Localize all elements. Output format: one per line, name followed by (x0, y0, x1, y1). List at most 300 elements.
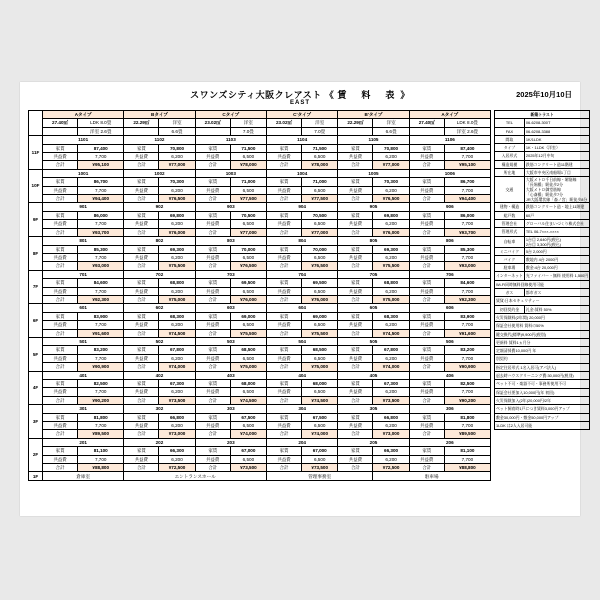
unit-number: 902 (124, 203, 195, 211)
unit-number: 406 (409, 371, 490, 379)
table-row (29, 405, 491, 413)
cell-value: 6,200 (159, 422, 195, 430)
cell-value: 6,500 (230, 455, 266, 463)
row-label-共益費: 共益費 (409, 455, 444, 463)
info-row (495, 228, 590, 236)
unit-number: 1006 (409, 169, 490, 177)
info-note: 敷金30,000円・敷金50,000円アップ (495, 413, 590, 421)
wing-label: EAST (289, 100, 310, 106)
row-label-家賃: 家賃 (338, 312, 373, 320)
table-row (29, 253, 491, 261)
info-row (495, 211, 590, 219)
cell-value: ¥74,000 (302, 430, 338, 438)
cell-value: 6,500 (230, 422, 266, 430)
table-row (29, 262, 491, 270)
cell-value: ¥76,000 (373, 228, 409, 236)
row-label-家賃: 家賃 (338, 211, 373, 219)
table-row (29, 304, 491, 312)
cell-value: 7,700 (444, 287, 490, 295)
cell-value: 6,500 (302, 186, 338, 194)
column-type-4: C'タイプ (266, 111, 337, 119)
info-row (495, 297, 590, 305)
unit-number: 503 (195, 337, 266, 345)
row-label-合計: 合計 (338, 430, 373, 438)
cell-value: ¥73,500 (230, 464, 266, 472)
info-key: ミニバイク (495, 247, 525, 255)
unit-number: 405 (338, 371, 409, 379)
document-date: 2025年10月10日 (516, 90, 572, 99)
cell-value: 6,500 (302, 455, 338, 463)
unit-number: 803 (195, 237, 266, 245)
cell-value: ¥74,000 (230, 430, 266, 438)
table-row (29, 203, 491, 211)
row-label-共益費: 共益費 (124, 153, 159, 161)
ground-floor-cell: 駐車場 (373, 472, 491, 481)
cell-value: ¥73,500 (373, 396, 409, 404)
cell-value: 7,700 (78, 455, 124, 463)
column-type-3: Cタイプ (195, 111, 266, 119)
table-row (29, 396, 491, 404)
unit-number: 404 (266, 371, 337, 379)
row-label-共益費: 共益費 (124, 455, 159, 463)
info-key: 駐車場 (495, 264, 525, 272)
unit-number: 804 (266, 237, 337, 245)
row-label-共益費: 共益費 (409, 186, 444, 194)
info-note: 火災保険加入(2年)20,000円/2年 (495, 396, 590, 404)
info-value: 大阪市中央区南船場1丁目 (524, 169, 589, 177)
row-label-共益費: 共益費 (124, 321, 159, 329)
cell-value: 6,200 (373, 354, 409, 362)
row-label-家賃: 家賃 (266, 413, 301, 421)
row-label-合計: 合計 (266, 161, 301, 169)
info-value: 5台 2,000円 (524, 247, 589, 255)
cell-value: 6,200 (373, 253, 409, 261)
row-label-家賃: 家賃 (195, 413, 230, 421)
info-header-row (495, 111, 590, 119)
cell-value: ¥76,000 (159, 228, 195, 236)
cell-value: 7,700 (444, 220, 490, 228)
column-area-4: 23.02㎡ (266, 119, 301, 127)
cell-value: ¥88,800 (78, 464, 124, 472)
table-row (29, 144, 491, 152)
info-key: インターネット (496, 273, 523, 279)
row-label-家賃: 家賃 (124, 144, 159, 152)
cell-value: 6,500 (302, 321, 338, 329)
cell-value: ¥91,600 (78, 329, 124, 337)
table-row (29, 337, 491, 345)
cell-value: 86,700 (78, 178, 124, 186)
info-key: 所在地 (495, 169, 525, 177)
info-row (495, 413, 590, 421)
cell-value: 6,200 (373, 388, 409, 396)
row-label-共益費: 共益費 (266, 455, 301, 463)
row-label-共益費: 共益費 (409, 153, 444, 161)
row-label-共益費: 共益費 (409, 253, 444, 261)
unit-number: 906 (409, 203, 490, 211)
row-label-共益費: 共益費 (195, 354, 230, 362)
table-row (29, 455, 491, 463)
column-plan1-2: 洋室 (159, 119, 195, 127)
ground-floor-cell: 倉庫室 (43, 472, 124, 481)
column-plan2-6: 洋室 2.6畳 (444, 127, 490, 135)
cell-value: 67,000 (230, 447, 266, 455)
table-row (29, 438, 491, 446)
row-label-家賃: 家賃 (338, 178, 373, 186)
floor-label-9F: 9F (29, 203, 43, 237)
cell-value: 6,500 (302, 354, 338, 362)
info-value: 都市ガス (524, 289, 589, 297)
cell-value: ¥92,300 (78, 295, 124, 303)
cell-value: ¥74,000 (159, 363, 195, 371)
info-row (495, 380, 590, 388)
row-label-合計: 合計 (409, 295, 444, 303)
row-label-合計: 合計 (43, 228, 78, 236)
info-row (495, 330, 590, 338)
cell-value: ¥76,500 (159, 195, 195, 203)
table-row (29, 329, 491, 337)
floor-label-5F: 5F (29, 337, 43, 371)
unit-number: 903 (195, 203, 266, 211)
column-area-3: 23.02㎡ (195, 119, 230, 127)
cell-value: 6,200 (159, 321, 195, 329)
cell-value: 6,500 (230, 153, 266, 161)
cell-value: ¥95,100 (78, 161, 124, 169)
row-label-合計: 合計 (409, 195, 444, 203)
info-note: Wi-Fi同時無料回線使用可能 (495, 280, 590, 288)
row-label-合計: 合計 (338, 195, 373, 203)
row-label-家賃: 家賃 (43, 279, 78, 287)
info-row (495, 160, 590, 168)
column-plan2-3: 7.0畳 (230, 127, 266, 135)
info-value: 光ファイバー・無料 使用料 1,500円 (525, 273, 589, 279)
cell-value: ¥90,200 (78, 396, 124, 404)
row-label-共益費: 共益費 (43, 388, 78, 396)
column-plan1-3: 洋室 (230, 119, 266, 127)
table-row (29, 279, 491, 287)
row-label-共益費: 共益費 (195, 287, 230, 295)
row-label-家賃: 家賃 (195, 312, 230, 320)
row-label-家賃: 家賃 (124, 211, 159, 219)
cell-value: 6,200 (373, 321, 409, 329)
row-label-合計: 合計 (43, 363, 78, 371)
row-label-家賃: 家賃 (409, 380, 444, 388)
cell-value: ¥90,900 (78, 363, 124, 371)
cell-value: 81,100 (444, 447, 490, 455)
rent-table (28, 110, 491, 481)
cell-value: 6,200 (159, 388, 195, 396)
row-label-家賃: 家賃 (409, 447, 444, 455)
floor-label-4F: 4F (29, 371, 43, 405)
table-header-plan (29, 127, 491, 135)
row-label-共益費: 共益費 (195, 422, 230, 430)
info-note: 定額清掃費10,000円 年 (495, 347, 590, 355)
row-label-共益費: 共益費 (409, 321, 444, 329)
row-label-共益費: 共益費 (266, 354, 301, 362)
row-label-共益費: 共益費 (338, 455, 373, 463)
table-row (29, 178, 491, 186)
unit-number: 1103 (195, 136, 266, 144)
row-label-共益費: 共益費 (195, 321, 230, 329)
cell-value: ¥89,500 (78, 430, 124, 438)
unit-number: 705 (338, 270, 409, 278)
row-label-合計: 合計 (124, 262, 159, 270)
row-label-共益費: 共益費 (338, 287, 373, 295)
cell-value: ¥77,000 (159, 161, 195, 169)
cell-value: 67,800 (159, 346, 195, 354)
column-spacer-3 (195, 127, 230, 135)
row-label-合計: 合計 (195, 464, 230, 472)
cell-value: 6,200 (159, 153, 195, 161)
cell-value: 87,400 (444, 144, 490, 152)
cell-value: 7,700 (444, 153, 490, 161)
cell-value: 6,200 (373, 186, 409, 194)
table-row (29, 295, 491, 303)
cell-value: ¥74,000 (373, 363, 409, 371)
unit-number: 605 (338, 304, 409, 312)
cell-value: ¥93,000 (444, 262, 490, 270)
cell-value: 70,800 (373, 144, 409, 152)
row-label-家賃: 家賃 (266, 312, 301, 320)
table-row (29, 354, 491, 362)
unit-number: 403 (195, 371, 266, 379)
row-label-共益費: 共益費 (338, 354, 373, 362)
unit-number: 806 (409, 237, 490, 245)
cell-value: 6,200 (159, 220, 195, 228)
cell-value: 67,500 (302, 413, 338, 421)
column-plan2-2: 6.6畳 (159, 127, 195, 135)
row-label-共益費: 共益費 (124, 253, 159, 261)
unit-number: 1104 (266, 136, 337, 144)
row-label-共益費: 共益費 (43, 321, 78, 329)
row-label-共益費: 共益費 (409, 287, 444, 295)
row-label-合計: 合計 (43, 329, 78, 337)
row-label-共益費: 共益費 (195, 186, 230, 194)
row-label-共益費: 共益費 (195, 153, 230, 161)
row-label-共益費: 共益費 (338, 321, 373, 329)
cell-value: ¥75,000 (302, 363, 338, 371)
row-label-家賃: 家賃 (409, 312, 444, 320)
row-label-合計: 合計 (338, 329, 373, 337)
cell-value: ¥90,900 (444, 363, 490, 371)
info-row (495, 372, 590, 380)
unit-number: 306 (409, 405, 490, 413)
cell-value: 6,200 (373, 455, 409, 463)
unit-number: 1003 (195, 169, 266, 177)
row-label-共益費: 共益費 (266, 186, 301, 194)
row-label-共益費: 共益費 (266, 388, 301, 396)
cell-value: 6,200 (159, 253, 195, 261)
cell-value: 7,700 (78, 354, 124, 362)
cell-value: 7,700 (444, 253, 490, 261)
row-label-家賃: 家賃 (195, 279, 230, 287)
row-label-家賃: 家賃 (124, 346, 159, 354)
row-label-合計: 合計 (43, 161, 78, 169)
info-value: 敷地内 4台 2000円 (524, 255, 589, 263)
info-value: 06-6208-300T (524, 119, 589, 127)
cell-value: 70,000 (302, 245, 338, 253)
row-label-家賃: 家賃 (124, 312, 159, 320)
info-key: 管理会社 (495, 219, 525, 227)
info-row (495, 305, 590, 313)
row-label-合計: 合計 (195, 228, 230, 236)
row-label-合計: 合計 (43, 195, 78, 203)
row-label-家賃: 家賃 (43, 312, 78, 320)
row-label-合計: 合計 (43, 262, 78, 270)
cell-value: ¥76,500 (373, 195, 409, 203)
row-label-家賃: 家賃 (124, 178, 159, 186)
cell-value: 85,300 (444, 245, 490, 253)
row-label-共益費: 共益費 (266, 220, 301, 228)
info-row (495, 236, 590, 247)
row-label-共益費: 共益費 (43, 354, 78, 362)
column-type-5: B'タイプ (338, 111, 409, 119)
cell-value: 71,500 (302, 144, 338, 152)
row-label-家賃: 家賃 (43, 447, 78, 455)
cell-value: 66,800 (373, 413, 409, 421)
cell-value: 66,800 (159, 413, 195, 421)
table-header-area (29, 119, 491, 127)
floor-label-3F: 3F (29, 405, 43, 439)
cell-value: 67,300 (373, 380, 409, 388)
table-row (29, 346, 491, 354)
table-row (29, 186, 491, 194)
table-row (29, 228, 491, 236)
info-row (495, 127, 590, 135)
row-label-共益費: 共益費 (43, 253, 78, 261)
column-area-6: 27.40㎡ (409, 119, 444, 127)
row-label-家賃: 家賃 (195, 211, 230, 219)
unit-number: 401 (43, 371, 124, 379)
row-label-家賃: 家賃 (43, 178, 78, 186)
row-label-合計: 合計 (266, 363, 301, 371)
row-label-合計: 合計 (266, 262, 301, 270)
cell-value: 68,800 (159, 279, 195, 287)
row-label-共益費: 共益費 (266, 321, 301, 329)
info-row (495, 363, 590, 371)
table-row (29, 270, 491, 278)
info-row (495, 405, 590, 413)
info-value: 60戸 (524, 211, 589, 219)
row-label-家賃: 家賃 (409, 245, 444, 253)
unit-number: 205 (338, 438, 409, 446)
row-label-合計: 合計 (43, 430, 78, 438)
cell-value: 70,300 (159, 178, 195, 186)
table-row (29, 363, 491, 371)
table-row (29, 447, 491, 455)
row-label-家賃: 家賃 (43, 413, 78, 421)
unit-number: 801 (43, 237, 124, 245)
row-label-家賃: 家賃 (266, 380, 301, 388)
info-row (495, 313, 590, 321)
row-label-家賃: 家賃 (266, 447, 301, 455)
row-label-家賃: 家賃 (124, 447, 159, 455)
row-label-合計: 合計 (266, 295, 301, 303)
cell-value: ¥73,000 (373, 430, 409, 438)
info-value: 鉄筋コンクリート造・地上11階建 (524, 203, 589, 211)
info-row (495, 355, 590, 363)
info-row (495, 388, 590, 396)
unit-number: 1101 (43, 136, 124, 144)
unit-number: 505 (338, 337, 409, 345)
row-label-家賃: 家賃 (266, 211, 301, 219)
row-label-共益費: 共益費 (195, 455, 230, 463)
table-row (29, 430, 491, 438)
cell-value: 7,700 (78, 388, 124, 396)
row-label-家賃: 家賃 (195, 447, 230, 455)
cell-value: ¥90,200 (444, 396, 490, 404)
row-label-家賃: 家賃 (409, 211, 444, 219)
unit-number: 1102 (124, 136, 195, 144)
info-note: 火災保険料(2年間) 20,000円 (495, 313, 590, 321)
ground-floor-row (29, 472, 491, 481)
row-label-合計: 合計 (338, 396, 373, 404)
cell-value: 85,300 (78, 245, 124, 253)
row-label-家賃: 家賃 (338, 144, 373, 152)
cell-value: 6,500 (230, 354, 266, 362)
cell-value: 6,500 (302, 422, 338, 430)
column-plan1-6: LDK 8.0畳 (444, 119, 490, 127)
info-row (495, 264, 590, 272)
info-value: TEL 06-7×××-×××× (524, 228, 589, 236)
info-note: 賃貸:日本セキュリティー (495, 297, 590, 305)
cell-value: ¥72,500 (159, 464, 195, 472)
cell-value: 81,800 (78, 413, 124, 421)
row-label-合計: 合計 (124, 464, 159, 472)
info-value: グローバル住まいづくり株式会社 (524, 219, 589, 227)
row-label-合計: 合計 (195, 363, 230, 371)
cell-value: 6,500 (230, 287, 266, 295)
info-key: タイプ (495, 144, 525, 152)
cell-value: 70,000 (230, 245, 266, 253)
cell-value: ¥75,000 (159, 295, 195, 303)
row-label-家賃: 家賃 (43, 245, 78, 253)
cell-value: ¥93,700 (78, 228, 124, 236)
row-label-共益費: 共益費 (124, 354, 159, 362)
cell-value: 7,700 (444, 354, 490, 362)
unit-number: 602 (124, 304, 195, 312)
cell-value: 70,500 (230, 211, 266, 219)
row-label-合計: 合計 (266, 396, 301, 404)
cell-value: 7,700 (78, 153, 124, 161)
row-label-合計: 合計 (409, 396, 444, 404)
row-label-共益費: 共益費 (409, 354, 444, 362)
cell-value: 82,500 (78, 380, 124, 388)
column-type-2: Bタイプ (124, 111, 195, 119)
unit-number: 702 (124, 270, 195, 278)
floor-label-6F: 6F (29, 304, 43, 338)
row-label-合計: 合計 (124, 195, 159, 203)
info-row (495, 322, 590, 330)
info-key: バイク (495, 255, 525, 263)
row-label-家賃: 家賃 (266, 178, 301, 186)
unit-number: 305 (338, 405, 409, 413)
table-row (29, 237, 491, 245)
row-label-合計: 合計 (124, 329, 159, 337)
cell-value: 6,200 (159, 354, 195, 362)
table-row (29, 161, 491, 169)
column-area-2: 22.29㎡ (124, 119, 159, 127)
cell-value: 67,800 (373, 346, 409, 354)
cell-value: ¥78,000 (302, 161, 338, 169)
cell-value: 68,500 (302, 346, 338, 354)
cell-value: 69,000 (230, 312, 266, 320)
row-label-家賃: 家賃 (338, 413, 373, 421)
unit-number: 502 (124, 337, 195, 345)
unit-number: 901 (43, 203, 124, 211)
sheet-header (20, 82, 580, 110)
row-label-共益費: 共益費 (43, 455, 78, 463)
cell-value: 6,200 (159, 455, 195, 463)
